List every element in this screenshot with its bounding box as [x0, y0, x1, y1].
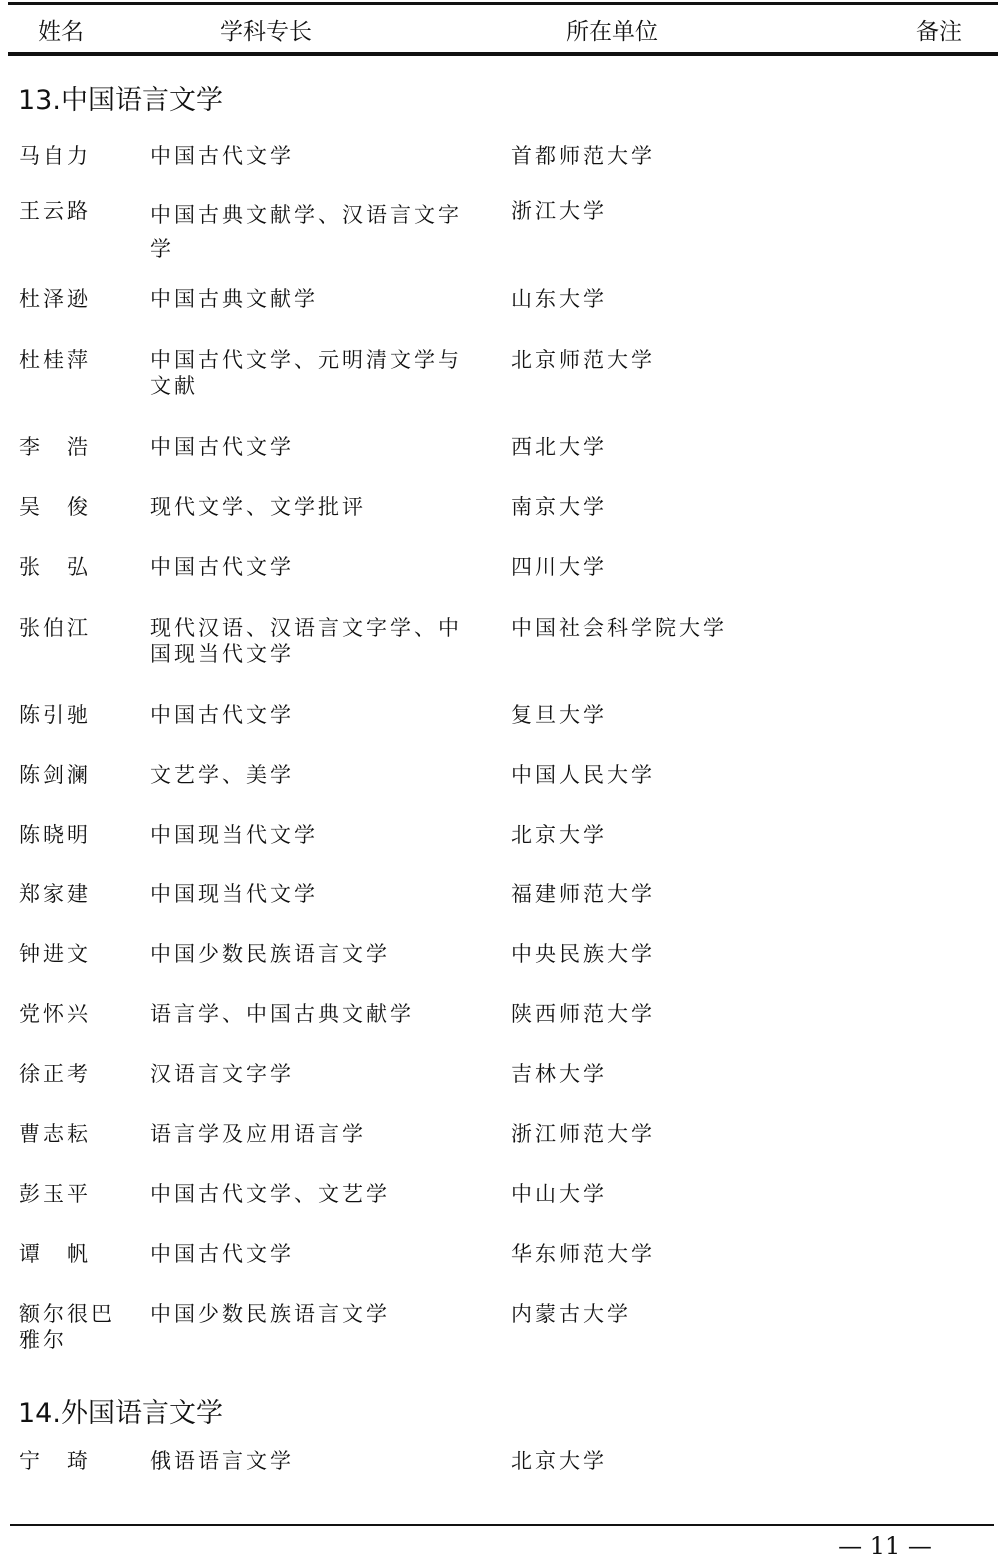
affiliation: 内蒙古大学 [511, 1302, 631, 1326]
affiliation: 山东大学 [511, 287, 607, 311]
top-rule [8, 2, 998, 5]
person-name: 陈剑澜 [19, 763, 91, 787]
affiliation: 南京大学 [511, 495, 607, 519]
person-name: 党怀兴 [19, 1002, 91, 1026]
table-header [8, 8, 998, 50]
person-name: 吴 俊 [19, 495, 91, 519]
person-name: 彭玉平 [19, 1182, 91, 1206]
page-number: — 11 — [838, 1532, 932, 1560]
section-title: 13.中国语言文学 [18, 85, 223, 116]
person-name: 马自力 [19, 144, 91, 168]
subject-specialty: 中国古代文学 [150, 555, 294, 579]
header-name: 姓名 [38, 19, 84, 45]
affiliation: 西北大学 [511, 435, 607, 459]
person-name: 杜桂萍 [19, 348, 91, 372]
person-name: 张 弘 [19, 555, 91, 579]
subject-specialty: 中国古代文学、元明清文学与文献 [150, 348, 462, 398]
subject-specialty: 汉语言文字学 [150, 1062, 294, 1086]
affiliation: 华东师范大学 [511, 1242, 655, 1266]
subject-specialty: 现代文学、文学批评 [150, 495, 366, 519]
subject-specialty: 中国现当代文学 [150, 882, 318, 906]
affiliation: 中国社会科学院大学 [511, 616, 727, 640]
subject-specialty: 中国古典文献学、汉语言文字学 [150, 203, 462, 261]
person-name: 陈引驰 [19, 703, 91, 727]
subject-specialty: 语言学及应用语言学 [150, 1122, 366, 1146]
affiliation: 浙江师范大学 [511, 1122, 655, 1146]
affiliation: 北京大学 [511, 1449, 607, 1473]
person-name: 宁 琦 [19, 1449, 91, 1473]
person-name: 李 浩 [19, 435, 91, 459]
subject-specialty: 语言学、中国古典文献学 [150, 1002, 414, 1026]
person-name: 谭 帆 [19, 1242, 91, 1266]
header-rule [8, 52, 998, 56]
affiliation: 北京师范大学 [511, 348, 655, 372]
affiliation: 福建师范大学 [511, 882, 655, 906]
affiliation: 中央民族大学 [511, 942, 655, 966]
section-title: 14.外国语言文学 [18, 1398, 223, 1429]
subject-specialty: 中国古代文学 [150, 703, 294, 727]
affiliation: 浙江大学 [511, 199, 607, 223]
affiliation: 陕西师范大学 [511, 1002, 655, 1026]
affiliation: 复旦大学 [511, 703, 607, 727]
affiliation: 首都师范大学 [511, 144, 655, 168]
subject-specialty: 中国古代文学、文艺学 [150, 1182, 390, 1206]
subject-specialty: 现代汉语、汉语言文字学、中国现当代文学 [150, 616, 462, 666]
affiliation: 中山大学 [511, 1182, 607, 1206]
affiliation: 中国人民大学 [511, 763, 655, 787]
person-name: 曹志耘 [19, 1122, 91, 1146]
affiliation: 北京大学 [511, 823, 607, 847]
header-unit: 所在单位 [566, 19, 658, 45]
person-name: 徐正考 [19, 1062, 91, 1086]
header-field: 学科专长 [220, 19, 312, 45]
person-name: 王云路 [19, 199, 91, 223]
subject-specialty: 中国少数民族语言文学 [150, 1302, 390, 1326]
person-name: 张伯江 [19, 616, 91, 640]
subject-specialty: 中国现当代文学 [150, 823, 318, 847]
subject-specialty: 中国少数民族语言文学 [150, 942, 390, 966]
subject-specialty: 文艺学、美学 [150, 763, 294, 787]
person-name: 陈晓明 [19, 823, 91, 847]
affiliation: 四川大学 [511, 555, 607, 579]
subject-specialty: 中国古代文学 [150, 144, 294, 168]
person-name: 郑家建 [19, 882, 91, 906]
person-name: 钟进文 [19, 942, 91, 966]
person-name: 额尔很巴雅尔 [19, 1302, 115, 1352]
subject-specialty: 中国古代文学 [150, 1242, 294, 1266]
subject-specialty: 俄语语言文学 [150, 1449, 294, 1473]
affiliation: 吉林大学 [511, 1062, 607, 1086]
header-note: 备注 [916, 19, 962, 45]
person-name: 杜泽逊 [19, 287, 91, 311]
footer-rule [10, 1524, 994, 1526]
subject-specialty: 中国古典文献学 [150, 287, 318, 311]
subject-specialty: 中国古代文学 [150, 435, 294, 459]
